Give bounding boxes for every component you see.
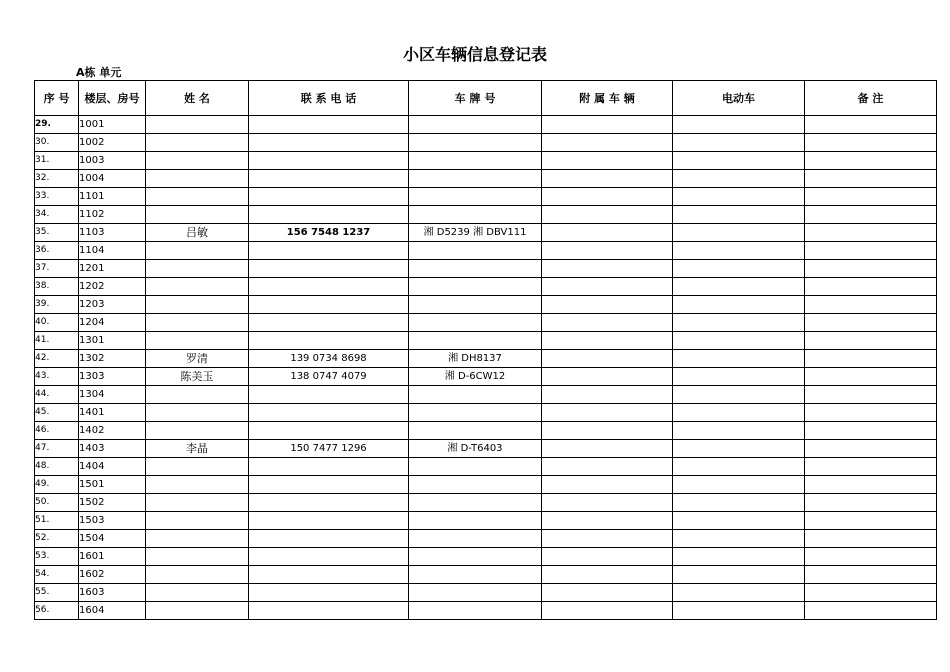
- row-name: [146, 386, 249, 404]
- row-remark: [805, 314, 937, 332]
- row-attached-vehicle: [542, 386, 673, 404]
- row-number: 45.: [35, 404, 79, 422]
- table-row: [35, 404, 937, 422]
- row-attached-vehicle: [542, 152, 673, 170]
- table-row: [35, 566, 937, 584]
- table-row: [35, 548, 937, 566]
- row-attached-vehicle: [542, 260, 673, 278]
- row-plate: [409, 314, 542, 332]
- row-number: 36.: [35, 242, 79, 260]
- row-room: 1401: [79, 404, 146, 422]
- row-remark: [805, 152, 937, 170]
- row-plate: [409, 188, 542, 206]
- row-room: 1304: [79, 386, 146, 404]
- row-number: 40.: [35, 314, 79, 332]
- row-remark: [805, 260, 937, 278]
- row-attached-vehicle: [542, 566, 673, 584]
- row-number: 50.: [35, 494, 79, 512]
- row-number: 46.: [35, 422, 79, 440]
- row-room: 1403: [79, 440, 146, 458]
- row-ebike: [673, 368, 805, 386]
- row-name: [146, 260, 249, 278]
- row-number: 54.: [35, 566, 79, 584]
- row-phone: [249, 530, 409, 548]
- row-remark: [805, 548, 937, 566]
- row-ebike: [673, 296, 805, 314]
- row-remark: [805, 278, 937, 296]
- row-room: 1001: [79, 116, 146, 134]
- row-name: [146, 584, 249, 602]
- row-remark: [805, 602, 937, 620]
- row-ebike: [673, 152, 805, 170]
- row-remark: [805, 116, 937, 134]
- table-row: [35, 386, 937, 404]
- row-room: 1203: [79, 296, 146, 314]
- row-phone: [249, 548, 409, 566]
- table-header-row: [35, 81, 937, 116]
- row-room: 1501: [79, 476, 146, 494]
- header-remark: 备 注: [805, 81, 937, 116]
- row-remark: [805, 494, 937, 512]
- row-room: 1002: [79, 134, 146, 152]
- row-room: 1204: [79, 314, 146, 332]
- row-room: 1302: [79, 350, 146, 368]
- row-phone: [249, 260, 409, 278]
- row-number: 51.: [35, 512, 79, 530]
- row-plate: [409, 584, 542, 602]
- table-row: [35, 260, 937, 278]
- document-title: 小区车辆信息登记表: [402, 45, 547, 64]
- row-name: [146, 404, 249, 422]
- table-row: [35, 530, 937, 548]
- row-phone: 139 0734 8698: [249, 350, 409, 368]
- row-number: 41.: [35, 332, 79, 350]
- row-remark: [805, 242, 937, 260]
- row-name: [146, 314, 249, 332]
- row-plate: 湘 D-6CW12: [409, 368, 542, 386]
- row-ebike: [673, 602, 805, 620]
- row-number: 35.: [35, 224, 79, 242]
- row-name: [146, 278, 249, 296]
- row-phone: [249, 116, 409, 134]
- row-ebike: [673, 476, 805, 494]
- row-phone: [249, 566, 409, 584]
- row-attached-vehicle: [542, 314, 673, 332]
- row-name: [146, 296, 249, 314]
- row-ebike: [673, 170, 805, 188]
- row-attached-vehicle: [542, 170, 673, 188]
- row-remark: [805, 440, 937, 458]
- row-name: [146, 566, 249, 584]
- row-phone: [249, 242, 409, 260]
- row-ebike: [673, 440, 805, 458]
- row-attached-vehicle: [542, 350, 673, 368]
- row-attached-vehicle: [542, 530, 673, 548]
- row-plate: 湘 DH8137: [409, 350, 542, 368]
- row-phone: [249, 422, 409, 440]
- row-room: 1104: [79, 242, 146, 260]
- table-row: [35, 152, 937, 170]
- row-ebike: [673, 134, 805, 152]
- row-room: 1101: [79, 188, 146, 206]
- row-remark: [805, 350, 937, 368]
- row-number: 43.: [35, 368, 79, 386]
- row-plate: [409, 242, 542, 260]
- table-row: [35, 476, 937, 494]
- row-plate: [409, 602, 542, 620]
- row-name: [146, 332, 249, 350]
- row-name: [146, 458, 249, 476]
- row-number: 39.: [35, 296, 79, 314]
- row-room: 1601: [79, 548, 146, 566]
- row-room: 1603: [79, 584, 146, 602]
- row-ebike: [673, 314, 805, 332]
- row-ebike: [673, 116, 805, 134]
- row-number: 47.: [35, 440, 79, 458]
- table-row: [35, 188, 937, 206]
- row-room: 1301: [79, 332, 146, 350]
- row-phone: 156 7548 1237: [249, 224, 409, 242]
- row-plate: [409, 476, 542, 494]
- row-number: 56.: [35, 602, 79, 620]
- row-ebike: [673, 530, 805, 548]
- row-name: 罗清: [146, 350, 249, 368]
- row-name: [146, 476, 249, 494]
- row-attached-vehicle: [542, 404, 673, 422]
- row-plate: [409, 152, 542, 170]
- table-row: [35, 350, 937, 368]
- building-unit-label: A栋 单元: [76, 66, 122, 79]
- row-remark: [805, 332, 937, 350]
- row-plate: [409, 494, 542, 512]
- row-plate: [409, 134, 542, 152]
- row-remark: [805, 368, 937, 386]
- row-ebike: [673, 206, 805, 224]
- header-attached-vehicle: 附 属 车 辆: [542, 81, 673, 116]
- row-attached-vehicle: [542, 206, 673, 224]
- row-ebike: [673, 494, 805, 512]
- row-number: 55.: [35, 584, 79, 602]
- table-row: [35, 242, 937, 260]
- row-room: 1502: [79, 494, 146, 512]
- row-phone: [249, 152, 409, 170]
- row-plate: [409, 260, 542, 278]
- row-room: 1604: [79, 602, 146, 620]
- row-room: 1504: [79, 530, 146, 548]
- row-ebike: [673, 242, 805, 260]
- row-number: 44.: [35, 386, 79, 404]
- table-row: [35, 422, 937, 440]
- table-row: [35, 314, 937, 332]
- row-attached-vehicle: [542, 422, 673, 440]
- row-attached-vehicle: [542, 134, 673, 152]
- row-room: 1102: [79, 206, 146, 224]
- row-attached-vehicle: [542, 224, 673, 242]
- row-plate: [409, 170, 542, 188]
- row-ebike: [673, 584, 805, 602]
- row-number: 48.: [35, 458, 79, 476]
- row-room: 1202: [79, 278, 146, 296]
- row-plate: [409, 278, 542, 296]
- row-number: 53.: [35, 548, 79, 566]
- row-ebike: [673, 188, 805, 206]
- row-plate: [409, 512, 542, 530]
- row-ebike: [673, 422, 805, 440]
- row-number: 31.: [35, 152, 79, 170]
- row-ebike: [673, 404, 805, 422]
- table-row: [35, 512, 937, 530]
- row-name: 吕敏: [146, 224, 249, 242]
- row-attached-vehicle: [542, 440, 673, 458]
- row-room: 1004: [79, 170, 146, 188]
- row-remark: [805, 458, 937, 476]
- row-name: [146, 422, 249, 440]
- row-attached-vehicle: [542, 476, 673, 494]
- row-plate: [409, 296, 542, 314]
- row-ebike: [673, 278, 805, 296]
- row-remark: [805, 296, 937, 314]
- row-ebike: [673, 224, 805, 242]
- row-name: [146, 134, 249, 152]
- row-ebike: [673, 512, 805, 530]
- row-ebike: [673, 260, 805, 278]
- table-row: [35, 458, 937, 476]
- row-attached-vehicle: [542, 188, 673, 206]
- row-name: [146, 152, 249, 170]
- row-phone: [249, 404, 409, 422]
- row-phone: [249, 386, 409, 404]
- row-ebike: [673, 386, 805, 404]
- header-phone: 联 系 电 话: [249, 81, 409, 116]
- table-row: [35, 224, 937, 242]
- row-number: 42.: [35, 350, 79, 368]
- row-number: 49.: [35, 476, 79, 494]
- row-plate: [409, 332, 542, 350]
- row-ebike: [673, 350, 805, 368]
- row-remark: [805, 134, 937, 152]
- row-number: 33.: [35, 188, 79, 206]
- table-row: [35, 134, 937, 152]
- row-remark: [805, 206, 937, 224]
- row-name: [146, 530, 249, 548]
- row-number: 34.: [35, 206, 79, 224]
- row-name: [146, 242, 249, 260]
- row-plate: 湘 D5239 湘 DBV111: [409, 224, 542, 242]
- row-plate: [409, 404, 542, 422]
- row-plate: [409, 530, 542, 548]
- row-phone: [249, 458, 409, 476]
- row-attached-vehicle: [542, 494, 673, 512]
- row-room: 1303: [79, 368, 146, 386]
- row-plate: [409, 458, 542, 476]
- row-room: 1103: [79, 224, 146, 242]
- row-phone: [249, 134, 409, 152]
- row-phone: [249, 602, 409, 620]
- row-attached-vehicle: [542, 458, 673, 476]
- row-remark: [805, 404, 937, 422]
- row-phone: [249, 332, 409, 350]
- row-remark: [805, 224, 937, 242]
- row-phone: [249, 512, 409, 530]
- row-remark: [805, 422, 937, 440]
- table-row: [35, 296, 937, 314]
- row-name: [146, 548, 249, 566]
- row-room: 1402: [79, 422, 146, 440]
- row-number: 37.: [35, 260, 79, 278]
- row-name: [146, 170, 249, 188]
- row-attached-vehicle: [542, 332, 673, 350]
- row-ebike: [673, 566, 805, 584]
- row-attached-vehicle: [542, 368, 673, 386]
- row-name: [146, 602, 249, 620]
- table-row: [35, 368, 937, 386]
- row-attached-vehicle: [542, 584, 673, 602]
- row-attached-vehicle: [542, 296, 673, 314]
- header-plate: 车 牌 号: [409, 81, 542, 116]
- table-row: [35, 278, 937, 296]
- row-ebike: [673, 332, 805, 350]
- row-plate: [409, 116, 542, 134]
- row-attached-vehicle: [542, 512, 673, 530]
- row-number: 30.: [35, 134, 79, 152]
- row-phone: [249, 296, 409, 314]
- row-ebike: [673, 458, 805, 476]
- row-attached-vehicle: [542, 278, 673, 296]
- row-number: 38.: [35, 278, 79, 296]
- row-remark: [805, 566, 937, 584]
- row-plate: [409, 206, 542, 224]
- row-attached-vehicle: [542, 242, 673, 260]
- row-phone: [249, 278, 409, 296]
- table-row: [35, 116, 937, 134]
- row-remark: [805, 530, 937, 548]
- row-remark: [805, 584, 937, 602]
- row-plate: [409, 548, 542, 566]
- row-name: 李晶: [146, 440, 249, 458]
- row-room: 1503: [79, 512, 146, 530]
- row-phone: 150 7477 1296: [249, 440, 409, 458]
- row-number: 32.: [35, 170, 79, 188]
- row-remark: [805, 188, 937, 206]
- row-attached-vehicle: [542, 548, 673, 566]
- row-phone: [249, 188, 409, 206]
- row-room: 1404: [79, 458, 146, 476]
- table-row: [35, 602, 937, 620]
- row-phone: [249, 206, 409, 224]
- row-name: [146, 494, 249, 512]
- row-phone: [249, 170, 409, 188]
- row-number: 29.: [35, 116, 79, 134]
- row-room: 1602: [79, 566, 146, 584]
- row-phone: [249, 584, 409, 602]
- table-row: [35, 440, 937, 458]
- header-no: 序 号: [35, 81, 79, 116]
- row-phone: [249, 314, 409, 332]
- row-attached-vehicle: [542, 116, 673, 134]
- row-plate: [409, 422, 542, 440]
- row-name: [146, 512, 249, 530]
- row-number: 52.: [35, 530, 79, 548]
- header-room: 楼层、房号: [79, 81, 146, 116]
- row-room: 1003: [79, 152, 146, 170]
- table-row: [35, 584, 937, 602]
- header-ebike: 电动车: [673, 81, 805, 116]
- row-remark: [805, 476, 937, 494]
- row-phone: [249, 476, 409, 494]
- table-row: [35, 332, 937, 350]
- table-row: [35, 170, 937, 188]
- row-plate: [409, 386, 542, 404]
- row-name: [146, 116, 249, 134]
- row-phone: [249, 494, 409, 512]
- row-room: 1201: [79, 260, 146, 278]
- table-row: [35, 494, 937, 512]
- header-name: 姓 名: [146, 81, 249, 116]
- vehicle-registration-table: [34, 80, 937, 620]
- row-name: [146, 188, 249, 206]
- row-remark: [805, 512, 937, 530]
- row-ebike: [673, 548, 805, 566]
- row-attached-vehicle: [542, 602, 673, 620]
- row-plate: 湘 D-T6403: [409, 440, 542, 458]
- row-name: 陈美玉: [146, 368, 249, 386]
- row-remark: [805, 386, 937, 404]
- row-name: [146, 206, 249, 224]
- row-phone: 138 0747 4079: [249, 368, 409, 386]
- table-body: [35, 116, 937, 620]
- row-plate: [409, 566, 542, 584]
- table-row: [35, 206, 937, 224]
- row-remark: [805, 170, 937, 188]
